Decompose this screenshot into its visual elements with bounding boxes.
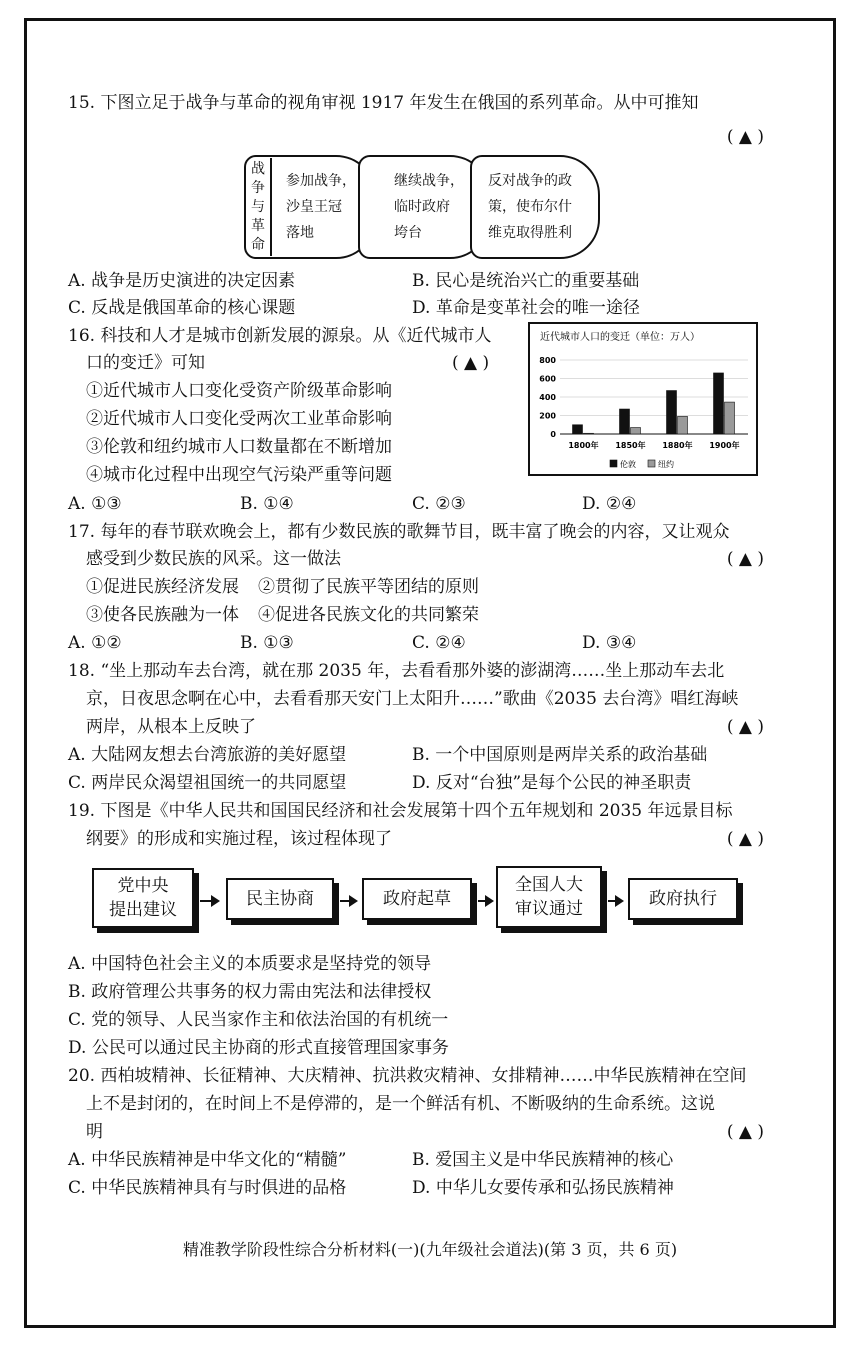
- scroll-item-3: 反对战争的政 策，使布尔什 维克取得胜利: [488, 173, 572, 241]
- bar-纽约: [631, 428, 641, 434]
- q18-option-a: A. 大陆网友想去台湾旅游的美好愿望: [68, 745, 347, 765]
- q20-stem-line1: 20. 西柏坡精神、长征精神、大庆精神、抗洪救灾精神、女排精神……中华民族精神在空间: [68, 1066, 747, 1086]
- q17-answer-mark: ( ▲ ): [726, 549, 764, 569]
- q16-option-a: A. ①③: [68, 494, 122, 514]
- q20-option-a: A. 中华民族精神是中华文化的“精髓”: [68, 1150, 347, 1170]
- legend-label: 纽约: [658, 460, 674, 469]
- bar-伦敦: [573, 425, 583, 434]
- q16-answer-mark: ( ▲ ): [452, 353, 490, 373]
- q19-option-b: B. 政府管理公共事务的权力需由宪法和法律授权: [68, 982, 432, 1002]
- q18-option-c: C. 两岸民众渴望祖国统一的共同愿望: [68, 773, 347, 793]
- q17-option-a: A. ①②: [68, 633, 122, 653]
- scroll-item-1: 参加战争， 沙皇王冠 落地: [286, 173, 356, 241]
- q19-option-a: A. 中国特色社会主义的本质要求是坚持党的领导: [68, 954, 432, 974]
- q17-item-1: ①促进民族经济发展: [86, 577, 239, 597]
- q17-option-d: D. ③④: [582, 633, 637, 653]
- q17-stem-line1: 17. 每年的春节联欢晚会上，都有少数民族的歌舞节目，既丰富了晚会的内容，又让观众: [68, 522, 730, 542]
- q16-item-4: ④城市化过程中出现空气污染严重等问题: [86, 465, 392, 485]
- y-tick-label: 200: [539, 411, 556, 421]
- q16-item-2: ②近代城市人口变化受两次工业革命影响: [86, 409, 392, 429]
- bar-伦敦: [714, 373, 724, 434]
- x-tick-label: 1880年: [662, 441, 693, 450]
- q15-option-b: B. 民心是统治兴亡的重要基础: [412, 271, 640, 291]
- y-tick-label: 600: [539, 374, 556, 384]
- q18-stem-line3: 两岸，从根本上反映了: [86, 717, 256, 737]
- flow-arrow-1: [200, 900, 218, 902]
- q18-option-d: D. 反对“台独”是每个公民的神圣职责: [412, 773, 692, 793]
- y-tick-label: 800: [539, 356, 556, 365]
- q20-stem-line3: 明: [86, 1122, 103, 1142]
- bar-纽约: [584, 433, 594, 434]
- q20-answer-mark: ( ▲ ): [726, 1122, 764, 1142]
- legend-swatch: [610, 460, 617, 467]
- legend-swatch: [648, 460, 655, 467]
- q17-option-b: B. ①③: [240, 633, 294, 653]
- q15-stem: 15. 下图立足于战争与革命的视角审视 1917 年发生在俄国的系列革命。从中可推知: [68, 93, 699, 113]
- x-tick-label: 1900年: [709, 441, 740, 450]
- flow-step-1: 党中央 提出建议: [92, 868, 194, 928]
- scroll-divider: [270, 158, 272, 256]
- flow-step-2: 民主协商: [226, 878, 334, 920]
- q17-item-4: ④促进各民族文化的共同繁荣: [258, 605, 479, 625]
- population-chart-svg: [530, 324, 756, 474]
- flow-step-3: 政府起草: [362, 878, 472, 920]
- x-tick-label: 1850年: [615, 441, 646, 450]
- q20-option-d: D. 中华儿女要传承和弘扬民族精神: [412, 1178, 674, 1198]
- q16-option-d: D. ②④: [582, 494, 637, 514]
- q15-option-d: D. 革命是变革社会的唯一途径: [412, 298, 640, 318]
- q18-answer-mark: ( ▲ ): [726, 717, 764, 737]
- bar-伦敦: [667, 391, 677, 434]
- q20-stem-line2: 上不是封闭的，在时间上不是停滞的，是一个鲜活有机、不断吸纳的生命系统。这说: [86, 1094, 715, 1114]
- y-tick-label: 0: [550, 430, 556, 439]
- q16-item-3: ③伦敦和纽约城市人口数量都在不断增加: [86, 437, 392, 457]
- legend-label: 伦敦: [620, 460, 636, 469]
- q16-stem-line2: 口的变迁》可知: [86, 353, 205, 373]
- q17-stem-line2: 感受到少数民族的风采。这一做法: [86, 549, 341, 569]
- bar-伦敦: [620, 409, 630, 434]
- q18-stem-line1: 18. “坐上那动车去台湾，就在那 2035 年，去看看那外婆的澎湖湾……坐上那动车去北: [68, 661, 725, 681]
- scroll-item-2: 继续战争， 临时政府 垮台: [394, 173, 464, 241]
- q15-option-c: C. 反战是俄国革命的核心课题: [68, 298, 296, 318]
- chart-title: 近代城市人口的变迁（单位：万人）: [540, 332, 700, 343]
- flow-arrow-2: [340, 900, 356, 902]
- q18-option-b: B. 一个中国原则是两岸关系的政治基础: [412, 745, 708, 765]
- q19-answer-mark: ( ▲ ): [726, 829, 764, 849]
- flow-arrow-4: [608, 900, 622, 902]
- q16-option-b: B. ①④: [240, 494, 294, 514]
- q20-option-b: B. 爱国主义是中华民族精神的核心: [412, 1150, 674, 1170]
- q19-stem-line1: 19. 下图是《中华人民共和国国民经济和社会发展第十四个五年规划和 2035 年远景目标: [68, 801, 733, 821]
- q18-stem-line2: 京，日夜思念啊在心中，去看看那天安门上太阳升……”歌曲《2035 去台湾》唱红海峡: [86, 689, 739, 709]
- q16-option-c: C. ②③: [412, 494, 466, 514]
- q20-option-c: C. 中华民族精神具有与时俱进的品格: [68, 1178, 347, 1198]
- q17-item-2: ②贯彻了民族平等团结的原则: [258, 577, 479, 597]
- scroll-label: 战 争 与 革 命: [251, 161, 265, 253]
- bar-纽约: [725, 402, 735, 434]
- q17-option-c: C. ②④: [412, 633, 466, 653]
- q19-option-d: D. 公民可以通过民主协商的形式直接管理国家事务: [68, 1038, 449, 1058]
- q19-stem-line2: 纲要》的形成和实施过程，该过程体现了: [86, 829, 392, 849]
- q17-item-3: ③使各民族融为一体: [86, 605, 239, 625]
- population-chart: [528, 322, 758, 476]
- q15-answer-mark: ( ▲ ): [726, 127, 764, 147]
- page-footer: 精准教学阶段性综合分析材料(一)(九年级社会道法)(第 3 页，共 6 页): [182, 1240, 678, 1259]
- flow-arrow-3: [478, 900, 492, 902]
- bar-纽约: [678, 416, 688, 434]
- q19-option-c: C. 党的领导、人民当家作主和依法治国的有机统一: [68, 1010, 449, 1030]
- y-tick-label: 400: [539, 393, 556, 402]
- flow-step-4: 全国人大 审议通过: [496, 866, 602, 928]
- x-tick-label: 1800年: [568, 441, 599, 450]
- q15-option-a: A. 战争是历史演进的决定因素: [68, 271, 296, 291]
- flow-step-5: 政府执行: [628, 878, 738, 920]
- q16-item-1: ①近代城市人口变化受资产阶级革命影响: [86, 381, 392, 401]
- q16-stem-line1: 16. 科技和人才是城市创新发展的源泉。从《近代城市人: [68, 326, 492, 346]
